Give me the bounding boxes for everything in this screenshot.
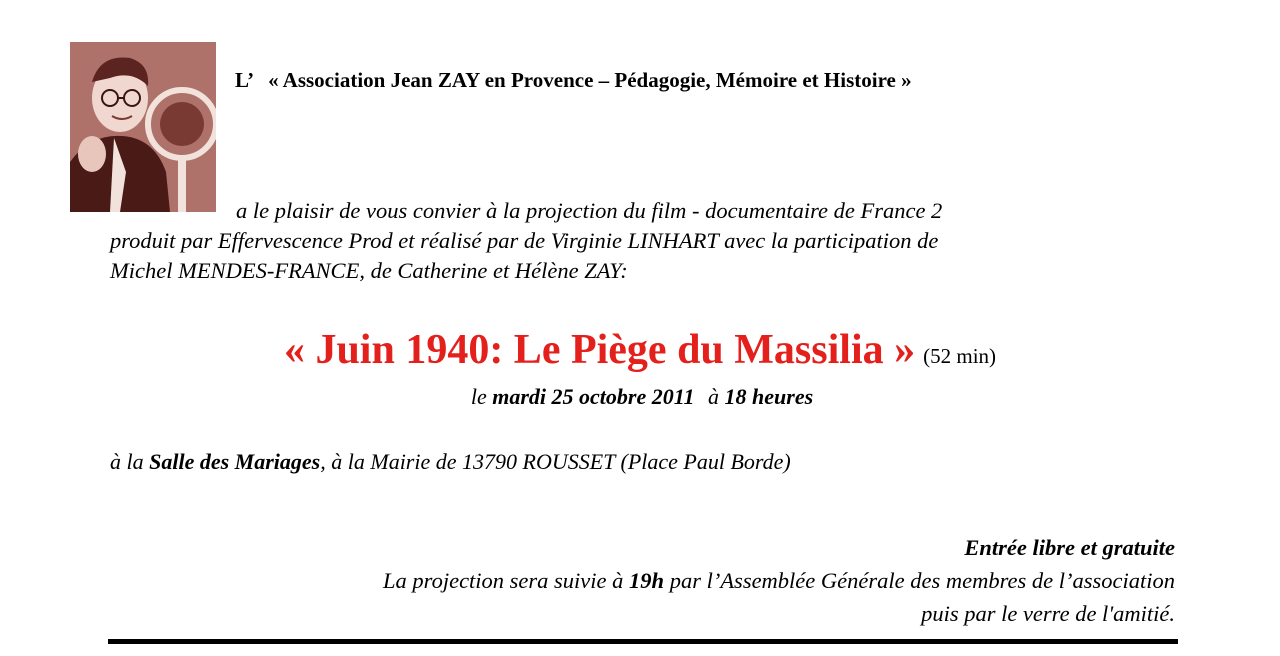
invitation-line-1: a le plaisir de vous convier à la projection du film - documentaire de France 2 [236, 198, 943, 223]
screening-date [0, 384, 1280, 410]
entry-notice: Entrée libre et gratuite [964, 534, 1175, 560]
portrait-photo-drawing [70, 42, 216, 212]
followup-after: par l’Assemblée Générale des membres de l’association [669, 567, 1175, 593]
invitation-line-2: produit par Effervescence Prod et réalisé par de Virginie LINHART avec la participation de [110, 228, 939, 253]
followup-time: 19h [629, 567, 665, 593]
date-prefix: le [470, 384, 487, 409]
venue-address: , à la Mairie de 13790 ROUSSET (Place Paul Borde) [320, 449, 791, 474]
film-title: « Juin 1940: Le Piège du Massilia » [283, 327, 916, 373]
screening-day: mardi 25 octobre 2011 [492, 384, 695, 409]
followup-before: La projection sera suivie à [383, 567, 624, 593]
bottom-divider [108, 639, 1178, 644]
association-heading [235, 68, 912, 93]
closing-line: puis par le verre de l'amitié. [921, 600, 1175, 626]
heading-prefix: L’ [235, 68, 255, 92]
venue-line [110, 449, 791, 475]
time-prefix: à [708, 384, 720, 409]
film-title-row [0, 326, 1280, 374]
followup-line [383, 568, 1175, 594]
film-duration: (52 min) [923, 344, 997, 368]
invitation-line-3: Michel MENDES-FRANCE, de Catherine et Hélène ZAY: [110, 258, 628, 283]
venue-hall: Salle des Mariages [149, 449, 321, 474]
screening-time: 18 heures [724, 384, 814, 409]
portrait-photo-icon [70, 42, 216, 212]
venue-prefix: à la [110, 449, 144, 474]
association-name: « Association Jean ZAY en Provence – Pédagogie, Mémoire et Histoire » [268, 68, 912, 92]
